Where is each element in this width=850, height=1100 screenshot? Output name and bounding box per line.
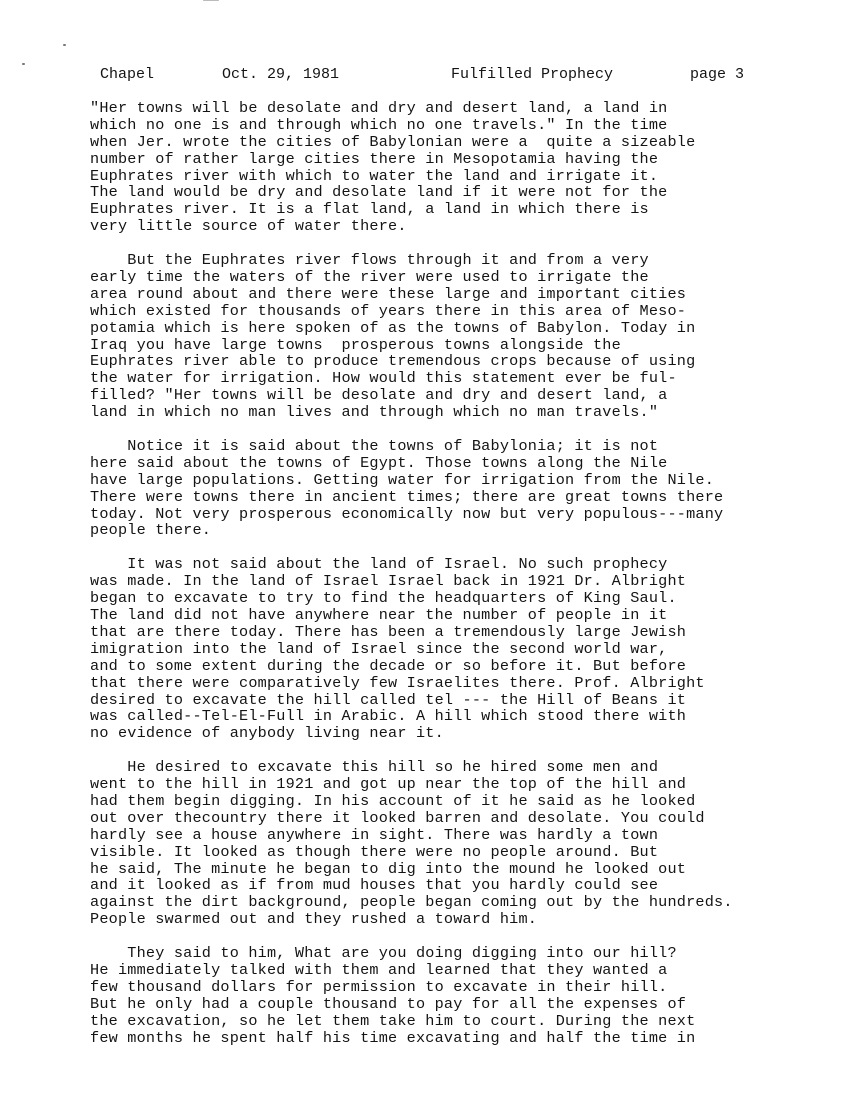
text-line: few thousand dollars for permission to excavate in their hill.: [90, 977, 668, 996]
text-line: land in which no man lives and through which no man travels.": [90, 403, 659, 422]
top-edge-mark: [203, 0, 219, 1]
text-line: out over thecountry there it looked barren and desolate. You could: [90, 808, 705, 827]
text-line: He desired to excavate this hill so he hired some men and: [90, 758, 659, 777]
text-line: Euphrates river. It is a flat land, a land in which there is: [90, 200, 649, 219]
text-line: desired to excavate the hill called tel --- the Hill of Beans it: [90, 690, 687, 709]
text-line: people there.: [90, 521, 212, 540]
text-line: number of rather large cities there in Mesopotamia having the: [90, 149, 659, 168]
text-line: early time the waters of the river were used to irrigate the: [90, 268, 649, 287]
text-line: and it looked as if from mud houses that you hardly could see: [90, 876, 659, 895]
text-line: It was not said about the land of Israel. No such prophecy: [90, 555, 668, 574]
text-line: He immediately talked with them and learned that they wanted a: [90, 960, 668, 979]
text-line: which existed for thousands of years there in this area of Meso-: [90, 301, 687, 320]
paragraph: [90, 100, 830, 235]
text-line: here said about the towns of Egypt. Those towns along the Nile: [90, 453, 668, 472]
text-line: few months he spent half his time excavating and half the time in: [90, 1028, 696, 1047]
text-line: area round about and there were these large and important cities: [90, 284, 687, 303]
text-line: Euphrates river with which to water the land and irrigate it.: [90, 166, 659, 185]
text-line: no evidence of anybody living near it.: [90, 724, 444, 743]
text-line: had them begin digging. In his account of it he said as he looked: [90, 791, 696, 810]
paragraph: [90, 556, 830, 742]
text-line: But he only had a couple thousand to pay for all the expenses of: [90, 994, 687, 1013]
text-line: hardly see a house anywhere in sight. There was hardly a town: [90, 825, 659, 844]
paragraph: [90, 759, 830, 928]
text-line: The land would be dry and desolate land if it were not for the: [90, 183, 668, 202]
page-header: [0, 66, 850, 86]
text-line: But the Euphrates river flows through it and from a very: [90, 251, 649, 270]
text-line: began to excavate to try to find the headquarters of King Saul.: [90, 589, 677, 608]
text-line: when Jer. wrote the cities of Babylonian were a quite a sizeable: [90, 132, 696, 151]
text-line: Iraq you have large towns prosperous towns alongside the: [90, 335, 621, 354]
text-line: and to some extent during the decade or so before it. But before: [90, 656, 687, 675]
paragraph: [90, 945, 830, 1046]
text-line: went to the hill in 1921 and got up near the top of the hill and: [90, 775, 687, 794]
header-page-number: page 3: [690, 66, 745, 83]
text-line: that are there today. There has been a tremendously large Jewish: [90, 622, 687, 641]
text-line: was made. In the land of Israel Israel back in 1921 Dr. Albright: [90, 572, 687, 591]
text-line: have large populations. Getting water for irrigation from the Nile.: [90, 470, 715, 489]
header-date: Oct. 29, 1981: [222, 66, 340, 83]
header-title: Fulfilled Prophecy: [451, 66, 614, 83]
text-line: filled? "Her towns will be desolate and dry and desert land, a: [90, 386, 668, 405]
text-line: There were towns there in ancient times; there are great towns there: [90, 487, 724, 506]
text-line: he said, The minute he began to dig into the mound he looked out: [90, 859, 687, 878]
paragraph: [90, 252, 830, 421]
text-line: which no one is and through which no one travels." In the time: [90, 115, 668, 134]
text-line: Euphrates river able to produce tremendous crops because of using: [90, 352, 696, 371]
text-line: imigration into the land of Israel since the second world war,: [90, 639, 668, 658]
text-line: against the dirt background, people began coming out by the hundreds.: [90, 893, 733, 912]
text-line: The land did not have anywhere near the number of people in it: [90, 606, 668, 625]
text-line: the excavation, so he let them take him to court. During the next: [90, 1011, 696, 1030]
text-line: visible. It looked as though there were no people around. But: [90, 842, 659, 861]
text-line: They said to him, What are you doing digging into our hill?: [90, 944, 677, 963]
header-chapel: Chapel: [100, 66, 155, 83]
margin-speck: [63, 44, 66, 46]
text-line: the water for irrigation. How would this statement ever be ful-: [90, 369, 677, 388]
text-line: potamia which is here spoken of as the towns of Babylon. Today in: [90, 318, 696, 337]
paragraph: [90, 438, 830, 539]
document-body: [90, 100, 830, 1063]
margin-speck: [22, 63, 25, 65]
text-line: today. Not very prosperous economically now but very populous---many: [90, 504, 724, 523]
text-line: "Her towns will be desolate and dry and desert land, a land in: [90, 99, 668, 117]
text-line: was called--Tel-El-Full in Arabic. A hill which stood there with: [90, 707, 687, 726]
text-line: that there were comparatively few Israelites there. Prof. Albright: [90, 673, 705, 692]
text-line: very little source of water there.: [90, 217, 407, 236]
text-line: Notice it is said about the towns of Babylonia; it is not: [90, 437, 659, 456]
text-line: People swarmed out and they rushed a toward him.: [90, 910, 538, 929]
